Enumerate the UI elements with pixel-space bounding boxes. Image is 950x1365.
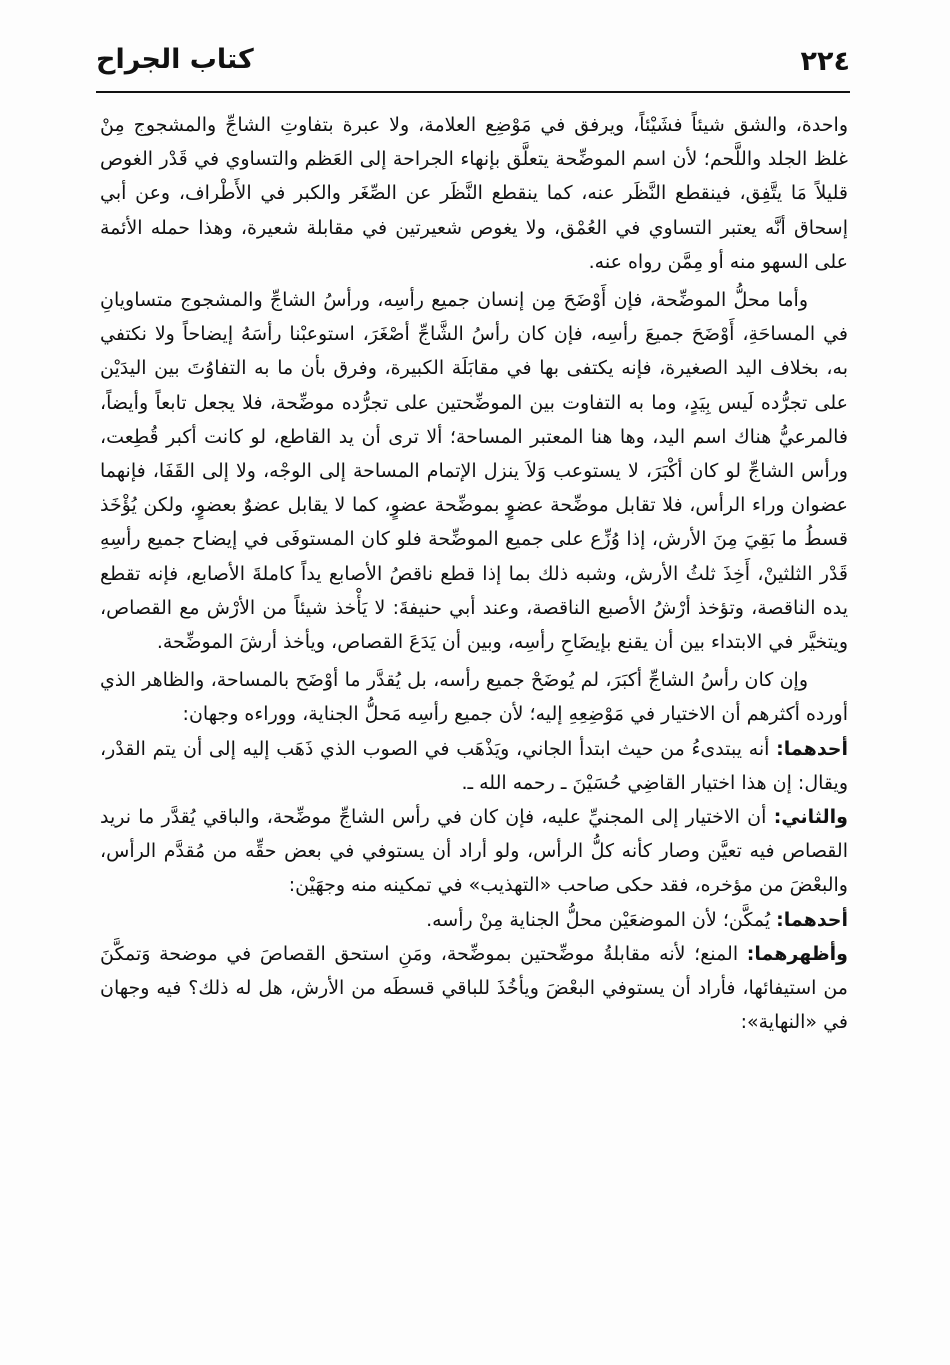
paragraph-text: واحدة، والشق شيئاً فشَيْئاً، ويرفق في مَوْضِع العلامة، ولا عبرة بتفاوتِ الشاجِّ والمشجوج مِنْ غلظ الجلد واللَّحم؛ لأن اسم الموضِّحة يتعلَّق بإنهاء الجراحة إلى العَظم والتساوي في قَدْر الغوص قليلاً مَا يتَّفِق، فينقطع النَّظَر عنه، كما ينقطع النَّظَر عن الصِّغَر والكبر في الأَطْراف، وعن أبي إسحاق أنَّه يعتبر التساوي في العُمْق، ولا يغوص شعيرتين في مقابلة شعيرة، وهذا حمله الأئمة على السهو منه أو مِمَّن رواه عنه. xyxy=(100,114,848,273)
paragraph-text: وأما محلُّ الموضِّحة، فإن أَوْضَحَ مِن إنسان جميع رأسِه، ورأسُ الشاجِّ والمشجوج متساويانِ في المساحَةِ، أَوْضَحَ جميعَ رأسِه، فإن كان رأسُ الشَّاجِّ أصْغَرَ، استوعبْنا رأسَهُ إيضاحاً ولا نكتفي به، بخلاف اليد الصغيرة، فإنه يكتفى بها في مقابَلَة الكبيرة، وفرق بأن ما به التفاوُتَ بين اليدَيْن على تجرُّده لَيس بِيَدٍ، وما به التفاوت بين الموضِّحتين على تجرُّده موضِّحة، فلا يجعل تابعاً وأيضاً، فالمرعيُّ هناك اسم اليد، وها هنا المعتبر المساحة؛ ألا ترى أن يد القاطع، لو كانت أكبر قُطِعت، ورأس الشاجِّ لو كان أكْبَرَ، لا يستوعب وَلاَ ينزل الإتمام المساحة إلى الوجْه، ولا إلى القَفَا، فإنهما عضوان وراء الرأس، فلا تقابل موضِّحة عضوٍ بموضِّحة عضوٍ، كما لا يقابل عضوٌ بعضوٍ، ولكن يُؤْخَذ قسطُ ما بَقِيَ مِنَ الأرش، إذا وُزِّع على جميع الموضِّحة فلو كان المستوفَى في إيضاح جميع رأسِهِ قَدْر الثلثينْ، أَخِذَ ثلثُ الأرش، وشبه ذلك بما إذا قطع ناقصُ الأصابع يداً كاملةَ الأصابع، فإنه تقطع يده الناقصة، وتؤخذ أرْشُ الأصبع الناقصة، وعند أبي حنيفةَ: لا يَأْخذ شيئاً من الأرْش مع القصاص، ويتخيَّر في الابتداء بين أن يقنع بإيضَاحِ رأسِه، وبين أن يَدَعَ القصاص، ويأخذ أرشَ الموضِّحة. xyxy=(100,289,848,654)
paragraph-second-view xyxy=(100,800,848,903)
paragraph-text: أن الاختيار إلى المجنيِّ عليه، فإن كان في رأس الشاجِّ موضِّحة، والباقي يُقدَّر ما نريد القصاص فيه تعيَّن وصار كأنه كلُّ الرأس، ولو أراد أن يستوفي في بعض حقِّه من مُقدَّم الرأس، والبعْضَ من مؤخره، فقد حكى صاحب «التهذيب» في تمكينه منه وجهَيْن: xyxy=(100,806,848,897)
header-rule xyxy=(96,91,850,93)
body-text xyxy=(100,108,848,1039)
paragraph-text: يُمكَّن؛ لأن الموضعَيْن محلُّ الجناية مِنْ رأسه. xyxy=(426,908,777,931)
paragraph-larger-head xyxy=(100,663,848,731)
paragraph-text: أنه يبتدىءُ من حيث ابتدأ الجاني، ويَذْهَب في الصوب الذي ذَهَب إليه إلى أن يتم القدْر، ويقال: إن هذا اختيار القاضِي حُسَيْنَ ـ رحمه الله ـ. xyxy=(100,737,848,794)
page-number: ٢٢٤ xyxy=(800,46,850,77)
paragraph-location xyxy=(100,283,848,659)
page-header xyxy=(96,40,850,90)
paragraph-measurement xyxy=(100,108,848,279)
paragraph-text: وإن كان رأسُ الشاجِّ أكبَرَ، لم يُوضَحْ جميع رأسه، بل يُقدَّر ما أوْضَح بالمساحة، والظاهر الذي أورده أكثرهم أن الاختيار في مَوْضِعِهِ إليه؛ لأن جميع رأسِه مَحلُّ الجناية، ووراءه وجهان: xyxy=(100,669,848,726)
paragraph-first-view xyxy=(100,732,848,800)
paragraph-preferred-option xyxy=(100,937,848,1040)
running-title: كتاب الجراح xyxy=(96,44,254,75)
paragraph-label: أحدهما: xyxy=(776,737,848,760)
paragraph-first-option xyxy=(100,903,848,937)
paragraph-label: والثاني: xyxy=(773,806,848,829)
paragraph-label: وأظهرهما: xyxy=(746,942,848,965)
paragraph-label: أحدهما: xyxy=(776,908,848,931)
paragraph-text: المنع؛ لأنه مقابلةُ موضِّحتين بموضِّحة، ومَنِ استحق القصاصَ في موضحة وَتمكَّنَ من استيفائها، فأراد أن يستوفي البعْضَ ويأخُذَ للباقي قسطَه من الأرش، هل له ذلك؟ فيه وجهان في «النهاية»: xyxy=(100,942,848,1034)
